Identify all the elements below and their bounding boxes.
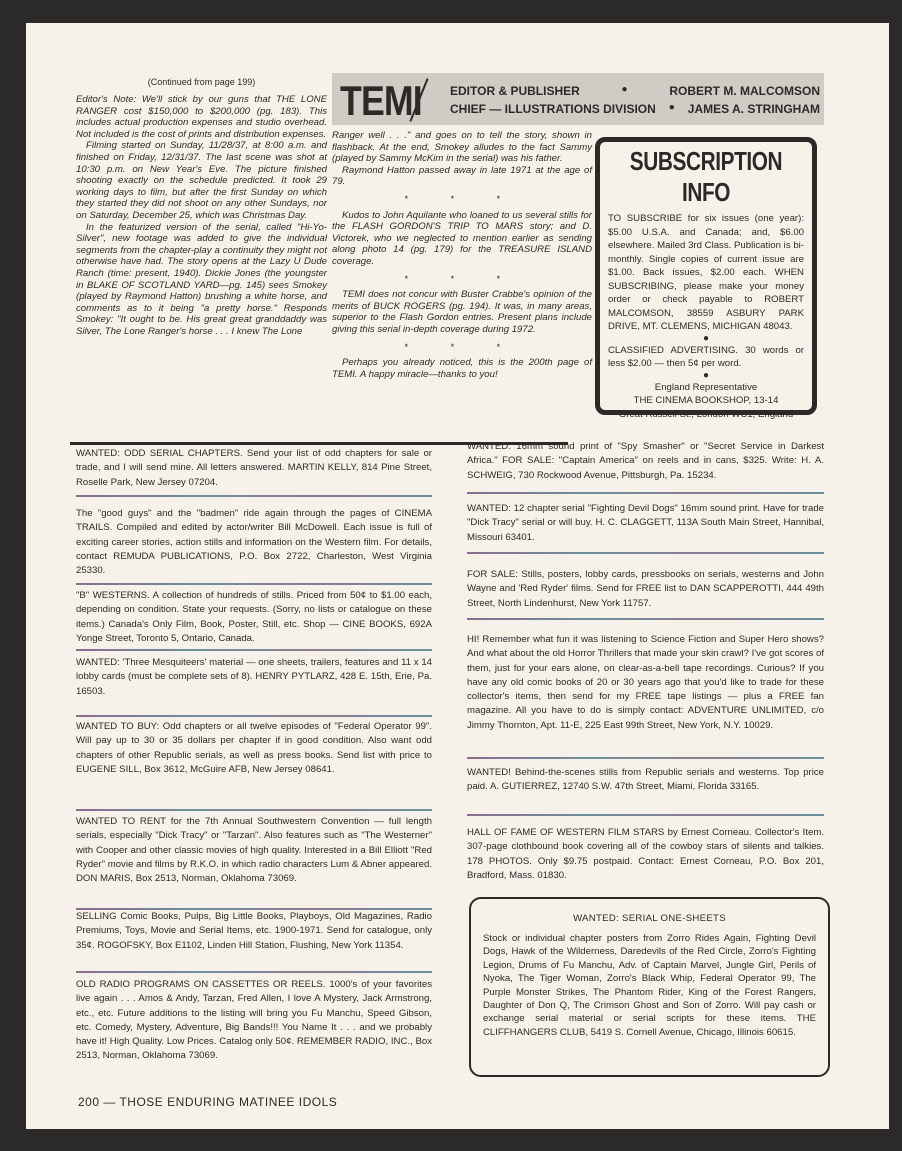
magazine-page (26, 23, 889, 1129)
bullet-icon: ● (702, 332, 710, 344)
masthead-row-editor (450, 84, 820, 98)
wanted-box-body: Stock or individual chapter posters from Zorro Rides Again, Fighting Devil Dogs, Hawk of the Wilderness, Daredevils of the Red Circle, Zorro's Fighting Legion, Drums of Fu Manchu, Adv. of Captain Marvel, Jungle Girl, Perils of Nyoka, The Tiger Woman, Zorro's Black Whip, Federal Operator 99, The Purple Monster Strikes, The Phantom Rider, King of the Forest Rangers, Daughter of Don Q, The Crimson Ghost and Son of Zorro. Will pay cash or exchange serial material or serial scripts for these items. THE CLIFFHANGERS CLUB, 5419 S. Cornell Avenue, Chicago, Illinois 60615. (483, 933, 816, 1038)
ad-divider (467, 757, 824, 759)
masthead (332, 73, 824, 125)
continued-note: (Continued from page 199) (147, 77, 256, 87)
illustrations-role: CHIEF — ILLUSTRATIONS DIVISION (450, 102, 656, 116)
editors-note-paragraph: Editor's Note: We'll stick by our guns that THE LONE RANGER cost $150,000 to $200,000 (pg. 183). This includes actual production expenses and studio overhead. Not included is the cost of prints and distribution expenses. (76, 94, 327, 140)
classified-ad: WANTED TO RENT for the 7th Annual Southwestern Convention — full length serials, especially "Dick Tracy" or "Tarzan". Also features such as "The Westerner" with Cooper and other classic movies of high quality. Interested in a Bill Elliott "Red Ryder" movie and films by R.K.O. in which radio characters Lum & Abner appeared. DON MARIS, Box 2513, Norman, Oklahoma 73069. (76, 816, 432, 885)
temi-logo: TEMI (340, 77, 422, 124)
ad-divider (467, 618, 824, 620)
ad-divider (76, 649, 432, 651)
hatton-paragraph: Raymond Hatton passed away in late 1971 at the age of 79. (332, 164, 592, 188)
editor-name: ROBERT M. MALCOMSON (669, 84, 820, 98)
classified-ad: The "good guys" and the "badmen" ride again through the pages of CINEMA TRAILS. Compiled and edited by actor/writer Bill McDowell. Each issue is full of exciting career stories, action stills and information on the Western film. For details, contact REMUDA PUBLICATIONS, P.O. Box 2722, Charleston, West Virginia 25330. (76, 508, 432, 577)
classified-ad: FOR SALE: Stills, posters, lobby cards, pressbooks on serials, westerns and John Wayne and 'Red Ryder' films. Send for FREE list to DAN SCAPPEROTTI, 444 49th Street, North Lindenhurst, New York 11757. (467, 569, 824, 609)
ranger-paragraph: Ranger well . . ." and goes on to tell the story, shown in flashback. At the end, Smokey alludes to the fact Sammy (played by Sammy McKim in the serial) was his father. (332, 130, 592, 165)
classified-ad: HALL OF FAME OF WESTERN FILM STARS by Ernest Corneau. Collector's Item. 307-page clothbound book covering all of the cowboy stars of silents and talkies. 178 PHOTOS. Only $9.75 postpaid. Contact: Ernest Corneau, P.O. Box 201, Bradford, Mass. 01830. (467, 827, 824, 881)
featurized-paragraph: In the featurized version of the serial, called "Hi-Yo-Silver", new footage was added to give the individual segments from the chapter-play a continuity they might not otherwise have had. The story opens at the Lazy U Dude Ranch (time: present, 1940). Dickie Jones (the youngster in BLAKE OF SCOTLAND YARD—pg. 145) sees Smokey (played by Raymond Hatton) brushing a white horse, and comments as to it being "a pretty horse." Responds Smokey: "It ought to be. His great great granddaddy was Silver, The Lone Ranger's horse . . . I knew The Lone (76, 221, 327, 337)
england-rep-address: Great Russell St., London WC1, England (618, 408, 794, 420)
classified-ad: WANTED: 16mm sound print of "Spy Smasher" or "Secret Service in Darkest Africa." FOR SALE: "Captain America" on reels and in cans, $325. Write: H. A. SCHWEIG, 730 Rockwood Avenue, Pittsburgh, Pa. 15234. (467, 441, 824, 481)
classified-ad: WANTED: ODD SERIAL CHAPTERS. Send your list of odd chapters for sale or trade, and I will send mine. All letters answered. MARTIN KELLY, 814 Pine Street, Roselle Park, New Jersey 07204. (76, 448, 432, 488)
classified-ad: SELLING Comic Books, Pulps, Big Little Books, Playboys, Old Magazines, Radio Premiums, Toys, Movie and Serial Items, etc. 1900-1971. Send for catalogue, only 35¢. ROGOFSKY, Box E1102, Linden Hill Station, Flushing, New York 11354. (76, 911, 432, 951)
editor-role: EDITOR & PUBLISHER (450, 84, 580, 98)
wanted-one-sheets-box (469, 897, 830, 1077)
stars-separator: * * * (404, 273, 520, 284)
200th-page-paragraph: Perhaps you already noticed, this is the 200th page of TEMI. A happy miracle—thanks to you! (332, 357, 592, 380)
stars-separator: * * * (404, 193, 520, 204)
classified-ad: WANTED TO BUY: Odd chapters or all twelve episodes of "Federal Operator 99". Will pay up to 30 or 35 dollars per chapter if in good condition. Also want odd chapters of other Republic serials, as well as press books. Send list with price to EUGENE SILL, Box 3612, McGuire AFB, New Jersey 08641. (76, 721, 432, 775)
england-rep-name: THE CINEMA BOOKSHOP, 13-14 (633, 395, 779, 406)
filming-paragraph: Filming started on Sunday, 11/28/37, at 8:00 a.m. and finished on Friday, 12/31/37. The last scene was shot at 10:30 p.m. on New Year's Eve. The picture finished shooting exactly on the schedule predicted. It took 29 working days to film, but after the first Sunday on which they started they did not shoot on any other Sundays, nor on Saturday, December 25, which was Christmas Day. (76, 140, 327, 221)
ad-divider (467, 814, 824, 816)
ad-divider (76, 809, 432, 811)
ad-divider (76, 495, 432, 497)
ad-divider (76, 971, 432, 973)
england-rep-label: England Representative (654, 381, 758, 393)
classified-ad: HI! Remember what fun it was listening to Science Fiction and Super Hero shows? And what about the old Horror Thrillers that made your skin crawl? I've got scores of them, just for your ears alone, on clear-as-a-bell tape recordings. Curious? If you have any old comic books of 20 or 30 years ago that you'd like to trade for these collector's items, then send for my FREE tape listings — plus a FREE fan magazine. All you have to do is simply contact: ADVENTURE UNLIMITED, c/o Jimmy Thornton, Apt. 11-E, 225 East 99th Street, New York, N.Y. 10029. (467, 634, 824, 731)
bullet-icon: ● (668, 102, 675, 113)
classified-ad: OLD RADIO PROGRAMS ON CASSETTES OR REELS. 1000's of your favorites live again . . . Amos & Andy, Tarzan, Fred Allen, I love A Mystery, Jack Armstrong, etc., etc. Future additions to the listing will bring you Fu Manchu, Speed Gibson, etc. Comedy, Mystery, Adventure, Big Bands!!! You Name It . . . and we probably have it! High Quality. Low Prices. Catalog only 50¢. REMEMBER RADIO, INC., Box 2513, Norman, Oklahoma 73069. (76, 979, 432, 1062)
buck-rogers-paragraph: TEMI does not concur with Buster Crabbe's opinion of the merits of BUCK ROGERS (pg. 194). It was, in many areas, superior to the Flash Gordon entries. Present plans include giving this serial in-depth coverage during 1972. (332, 289, 592, 335)
classified-ad: WANTED: 'Three Mesquiteers' material — one sheets, trailers, features and 11 x 14 lobby cards (must be complete sets of 8). HENRY PYTLARZ, 428 E. 15th, Erie, Pa. 16503. (76, 657, 432, 697)
subscription-title: SUBSCRIPTION INFO (629, 146, 783, 207)
editorial-left-column (76, 77, 327, 337)
classified-ad: "B" WESTERNS. A collection of hundreds of stills. Priced from 50¢ to $1.00 each, depending on condition. State your requests. (Sorry, no lists or catalogue on these items.) Canada's Only Film, Book, Poster, Still, etc. Shop — CINE BOOKS, 692A Yonge Street, Toronto 5, Ontario, Canada. (76, 590, 432, 644)
classified-ad: WANTED! Behind-the-scenes stills from Republic serials and westerns. Top price paid. A. GUTIERREZ, 12740 S.W. 47th Street, Miami, Florida 33165. (467, 767, 824, 793)
ad-divider (76, 715, 432, 717)
editorial-text-left (76, 94, 327, 337)
masthead-row-illustrations (450, 102, 820, 116)
ad-divider (467, 552, 824, 554)
stars-separator: * * * (404, 341, 520, 352)
page-footer: 200 — THOSE ENDURING MATINEE IDOLS (78, 1095, 338, 1109)
bullet-icon: ● (702, 369, 710, 381)
ad-divider (467, 492, 824, 494)
subscription-body: TO SUBSCRIBE for six issues (one year): $5.00 U.S.A. and Canada; and, $6.00 elsewhere. Mailed 3rd Class. Publication is bi-monthly. Single copies of current issue are $1.00. Back issues, $2.00 each. WHEN SUBSCRIBING, please make your money order or check payable to ROBERT MALCOMSON, 38559 ASBURY PARK DRIVE, MT. CLEMENS, MICHIGAN 48043. (608, 213, 804, 332)
bullet-icon: ● (621, 84, 628, 95)
classified-ad: WANTED: 12 chapter serial "Fighting Devil Dogs" 16mm sound print. Have for trade "Dick Tracy" serial or will buy. H. C. CLAGGETT, 113A South Main Street, Hannibal, Missouri 63401. (467, 503, 824, 543)
wanted-box-title: WANTED: SERIAL ONE-SHEETS (573, 913, 726, 924)
subscription-info-box (595, 137, 817, 420)
classified-rates: CLASSIFIED ADVERTISING. 30 words or less $2.00 — then 5¢ per word. (608, 344, 804, 369)
kudos-paragraph: Kudos to John Aquilante who loaned to us several stills for the FLASH GORDON'S TRIP TO MARS story; and D. Victorek, who we neglected to mention earlier as sending along photo 14 (pg. 179) for the TREASURE ISLAND coverage. (332, 209, 592, 267)
ad-divider (76, 583, 432, 585)
editorial-middle-column (332, 130, 592, 380)
illustrations-name: JAMES A. STRINGHAM (687, 102, 820, 116)
